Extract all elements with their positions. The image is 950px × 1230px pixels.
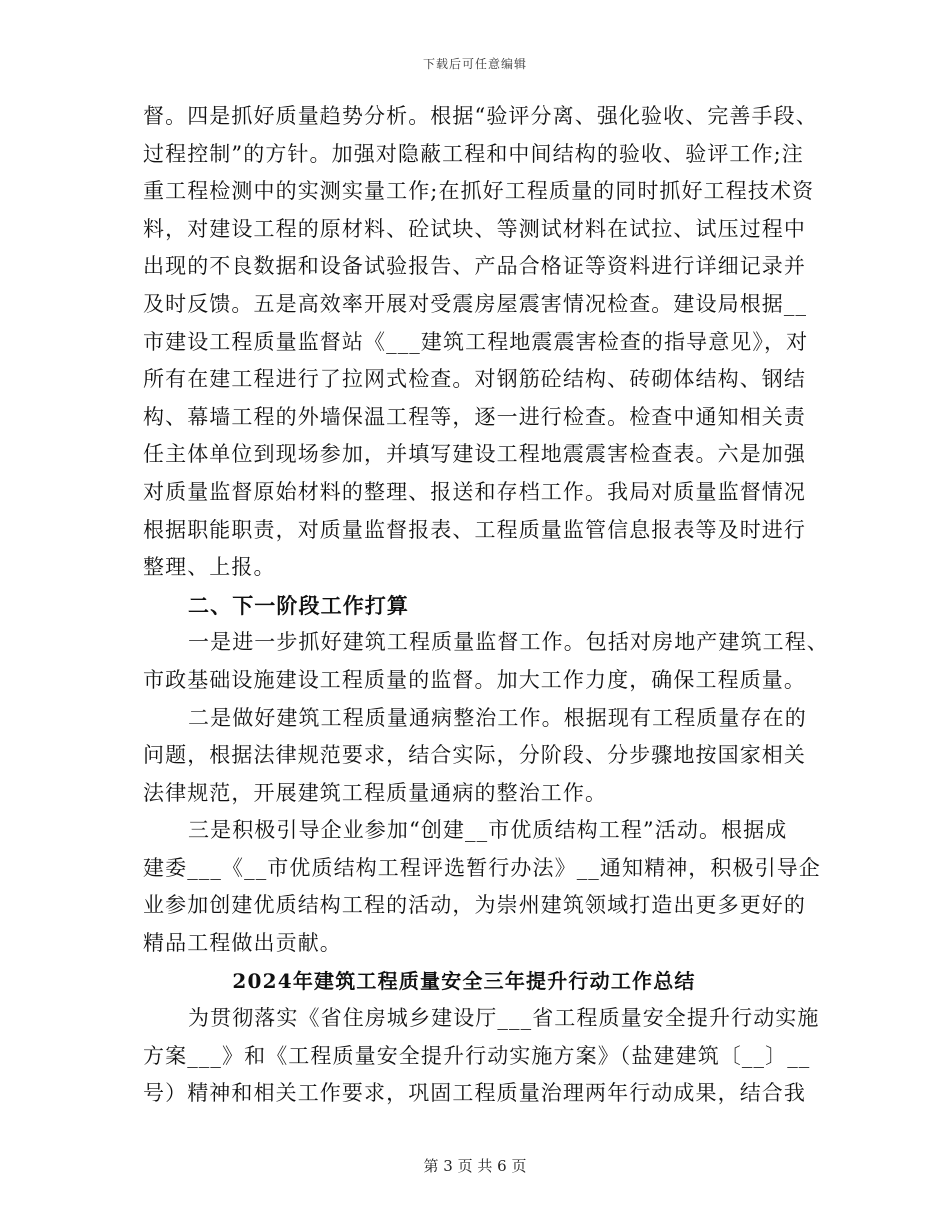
body-line: 及时反馈。五是高效率开展对受震房屋震害情况检查。建设局根据__ [143, 291, 808, 316]
body-line: 重工程检测中的实测实量工作;在抓好工程质量的同时抓好工程技术资 [143, 179, 815, 204]
document-title: 2024年建筑工程质量安全三年提升行动工作总结 [232, 968, 696, 993]
body-line: 所有在建工程进行了拉网式检查。对钢筋砼结构、砖砌体结构、钢结 [143, 367, 806, 392]
body-line: 过程控制”的方针。加强对隐蔽工程和中间结构的验收、验评工作;注 [143, 141, 804, 166]
body-line: 号）精神和相关工作要求，巩固工程质量治理两年行动成果，结合我 [143, 1081, 806, 1106]
body-line: 问题，根据法律规范要求，结合实际，分阶段、分步骤地按国家相关 [143, 743, 806, 768]
document-body [143, 98, 829, 1113]
body-line: 督。四是抓好质量趋势分析。根据“验评分离、强化验收、完善手段、 [143, 104, 818, 128]
body-line: 任主体单位到现场参加，并填写建设工程地震震害检查表。六是加强 [143, 442, 806, 467]
body-line: 精品工程做出贡献。 [143, 931, 342, 956]
body-line: 方案___》和《工程质量安全提升行动实施方案》（盐建建筑〔__〕__ [143, 1043, 811, 1068]
section-heading: 二、下一阶段工作打算 [188, 592, 409, 618]
page-number: 第 3 页 共 6 页 [423, 1157, 527, 1175]
header-note: 下载后可任意编辑 [422, 57, 527, 71]
body-line: 市建设工程质量监督站《___建筑工程地震震害检查的指导意见》，对 [143, 329, 809, 354]
body-line: 二是做好建筑工程质量通病整治工作。根据现有工程质量存在的 [188, 705, 807, 730]
body-line: 构、幕墙工程的外墙保温工程等，逐一进行检查。检查中通知相关责 [143, 404, 806, 429]
body-line: 法律规范，开展建筑工程质量通病的整治工作。 [143, 780, 608, 805]
body-line: 对质量监督原始材料的整理、报送和存档工作。我局对质量监督情况 [143, 479, 806, 504]
body-line: 为贯彻落实《省住房城乡建设厅___省工程质量安全提升行动实施 [188, 1006, 820, 1031]
body-line: 市政基础设施建设工程质量的监督。加大工作力度，确保工程质量。 [143, 667, 806, 692]
body-line: 建委___《__市优质结构工程评选暂行办法》__通知精神，积极引导企 [143, 855, 821, 880]
body-line: 一是进一步抓好建筑工程质量监督工作。包括对房地产建筑工程、 [188, 630, 829, 655]
body-line: 业参加创建优质结构工程的活动，为崇州建筑领域打造出更多更好的 [143, 893, 806, 918]
body-line: 三是积极引导企业参加“创建__市优质结构工程”活动。根据成 [188, 818, 788, 843]
body-line: 出现的不良数据和设备试验报告、产品合格证等资料进行详细记录并 [143, 254, 806, 279]
body-line: 料，对建设工程的原材料、砼试块、等测试材料在试拉、试压过程中 [143, 216, 806, 241]
body-line: 整理、上报。 [143, 555, 276, 580]
body-line: 根据职能职责，对质量监督报表、工程质量监管信息报表等及时进行 [143, 517, 806, 542]
